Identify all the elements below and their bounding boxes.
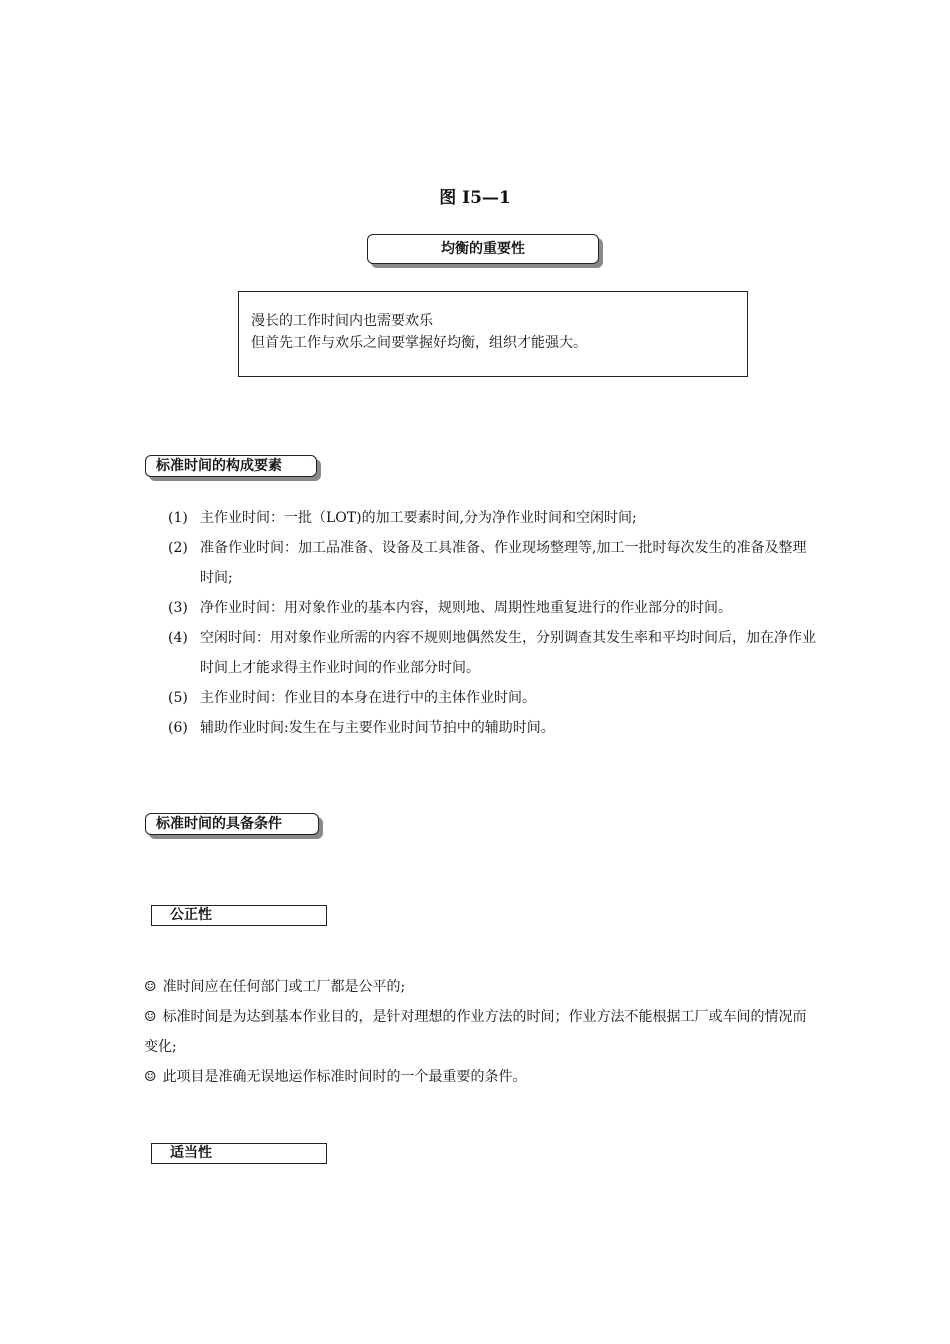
components-title-box (145, 455, 317, 477)
fairness-label-box (151, 905, 327, 926)
fairness-bullets (144, 972, 814, 1092)
bullet-text: 准时间应在任何部门或工厂都是公平的; (162, 979, 406, 995)
list-text: 主作业时间：一批（LOT)的加工要素时间,分为净作业时间和空闲时间; (200, 510, 637, 526)
bullet-item (144, 972, 814, 1002)
bullet-text: 标准时间是为达到基本作业目的，是针对理想的作业方法的时间；作业方法不能根据工厂或车间的情况而变化; (144, 1009, 807, 1055)
bullet-item (144, 1062, 814, 1092)
balance-text-box (238, 291, 748, 377)
list-text: 净作业时间：用对象作业的基本内容，规则地、周期性地重复进行的作业部分的时间。 (200, 600, 732, 616)
list-number: (5) (168, 690, 188, 706)
balance-line-1: 漫长的工作时间内也需要欢乐 (251, 313, 433, 329)
list-number: (3) (168, 600, 188, 616)
conditions-title: 标准时间的具备条件 (156, 816, 282, 832)
list-text: 辅助作业时间:发生在与主要作业时间节拍中的辅助时间。 (200, 720, 555, 736)
list-item (168, 503, 818, 533)
list-text: 准备作业时间：加工品准备、设备及工具准备、作业现场整理等,加工一批时每次发生的准备及整理时间; (200, 540, 807, 586)
smiley-icon: ☺ (144, 979, 157, 995)
list-text: 空闲时间：用对象作业所需的内容不规则地偶然发生，分别调查其发生率和平均时间后，加在净作业时间上才能求得主作业时间的作业部分时间。 (200, 630, 816, 676)
figure-title: 图 I5—1 (439, 188, 511, 208)
appropriateness-label-box (151, 1143, 327, 1164)
balance-title-box (367, 234, 599, 264)
balance-title: 均衡的重要性 (441, 241, 525, 257)
components-title: 标准时间的构成要素 (156, 458, 282, 474)
list-item (168, 533, 818, 593)
list-item (168, 713, 818, 743)
bullet-text: 此项目是准确无误地运作标准时间时的一个最重要的条件。 (162, 1069, 527, 1085)
list-item (168, 593, 818, 623)
list-item (168, 623, 818, 683)
list-text: 主作业时间：作业目的本身在进行中的主体作业时间。 (200, 690, 536, 706)
components-list (168, 503, 818, 743)
smiley-icon: ☺ (144, 1009, 157, 1025)
smiley-icon: ☺ (144, 1069, 157, 1085)
list-number: (1) (168, 510, 188, 526)
fairness-label: 公正性 (170, 907, 212, 923)
conditions-title-box (145, 813, 319, 835)
appropriateness-label: 适当性 (170, 1145, 212, 1161)
bullet-item (144, 1002, 814, 1062)
list-number: (4) (168, 630, 188, 646)
balance-line-2: 但首先工作与欢乐之间要掌握好均衡，组织才能强大。 (251, 335, 587, 351)
list-item (168, 683, 818, 713)
list-number: (2) (168, 540, 188, 556)
list-number: (6) (168, 720, 188, 736)
